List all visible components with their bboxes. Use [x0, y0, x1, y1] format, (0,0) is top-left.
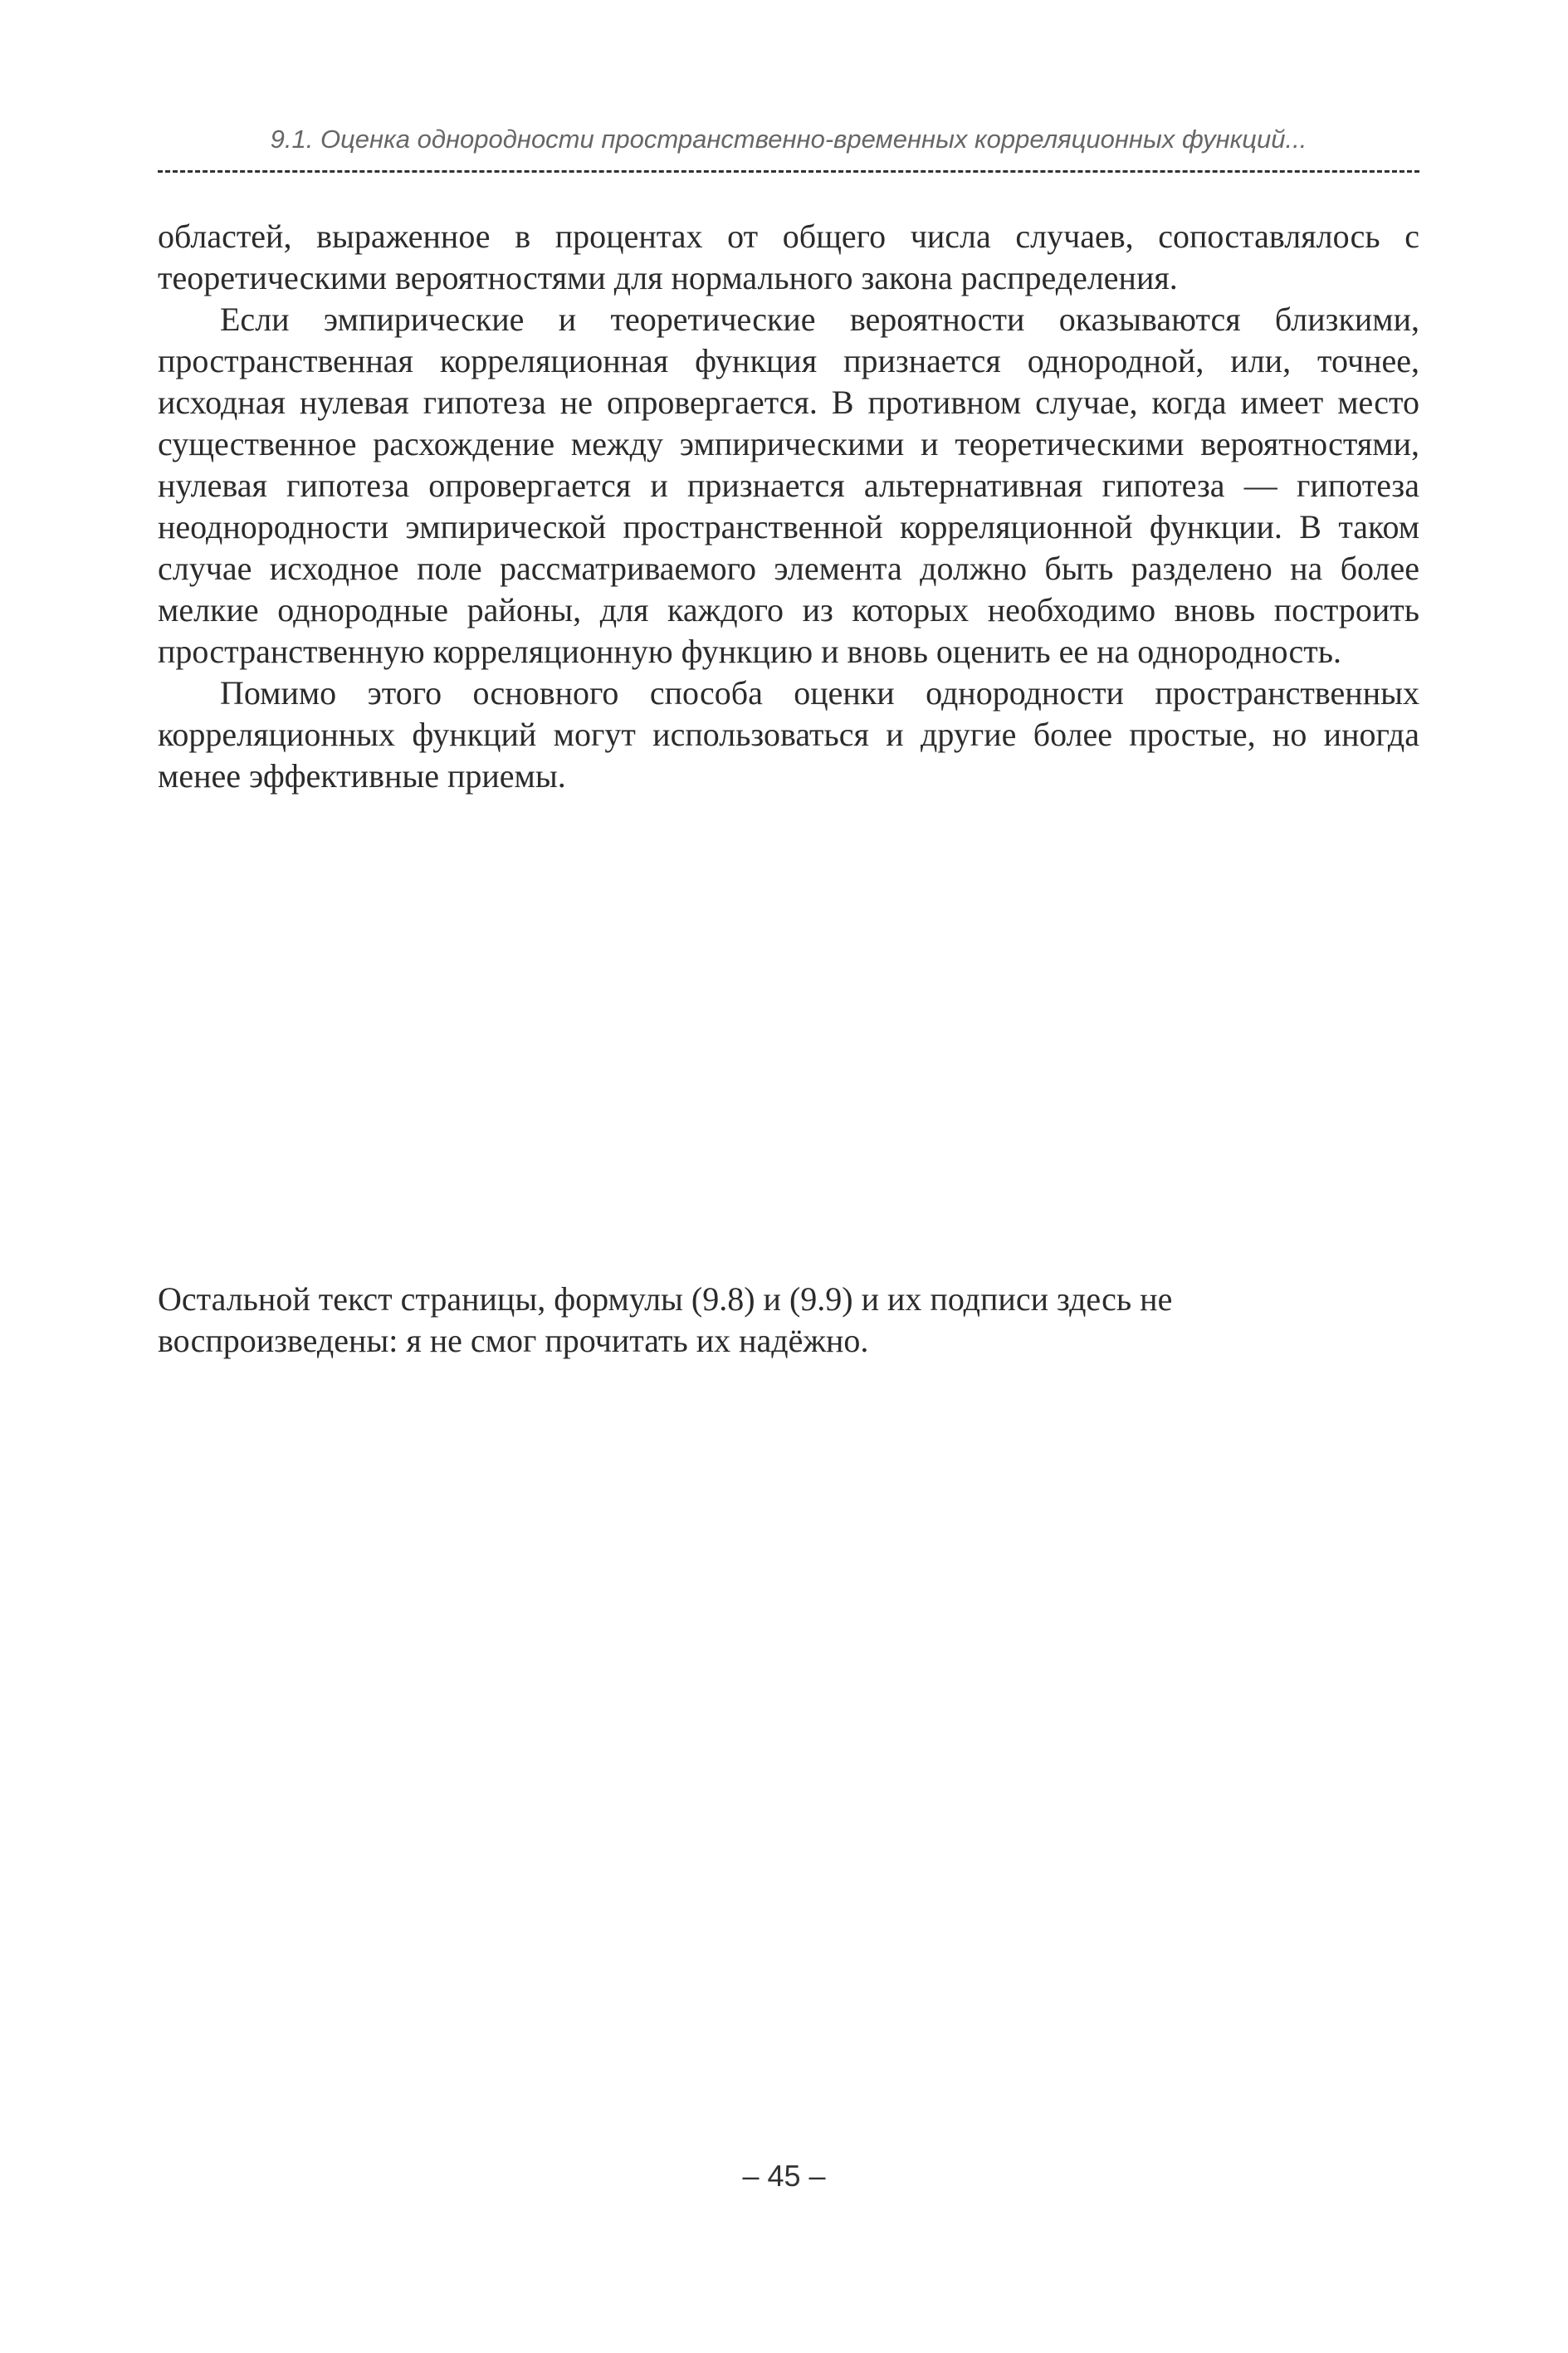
paragraph: Если эмпирические и теоретические вероятности оказываются близкими, пространственная корреляционная функция признается однородной, или, точнее, исходная нулевая гипотеза не опровергается. В противном случае, когда имеет место существенное расхождение между эмпирическими и теоретическими вероятностями, нулевая гипотеза опровергается и признается альтернативная гипотеза — гипотеза неоднородности эмпирической пространственной корреляционной функции. В таком случае исходное поле рассматриваемого элемента должно быть разделено на более мелкие однородные районы, для каждого из которых необходимо вновь построить пространственную корреляционную функцию и вновь оценить ее на однородность.: [158, 301, 1419, 670]
body-text: [158, 216, 1419, 797]
page-number: – 45 –: [742, 2159, 826, 2193]
running-header: 9.1. Оценка однородности пространственно-временных корреляционных функций...: [270, 125, 1307, 154]
header-divider: [158, 170, 1419, 173]
omitted-content-note: Остальной текст страницы, формулы (9.8) и (9.9) и их подписи здесь не воспроизведены: я не смог прочитать их надёжно.: [158, 1280, 1181, 1359]
paragraph: Помимо этого основного способа оценки однородности пространственных корреляционных функций могут использоваться и другие более простые, но иногда менее эффективные приемы.: [158, 674, 1419, 795]
paragraph: областей, выраженное в процентах от общего числа случаев, сопоставлялось с теоретическими вероятностями для нормального закона распределения.: [158, 218, 1419, 296]
